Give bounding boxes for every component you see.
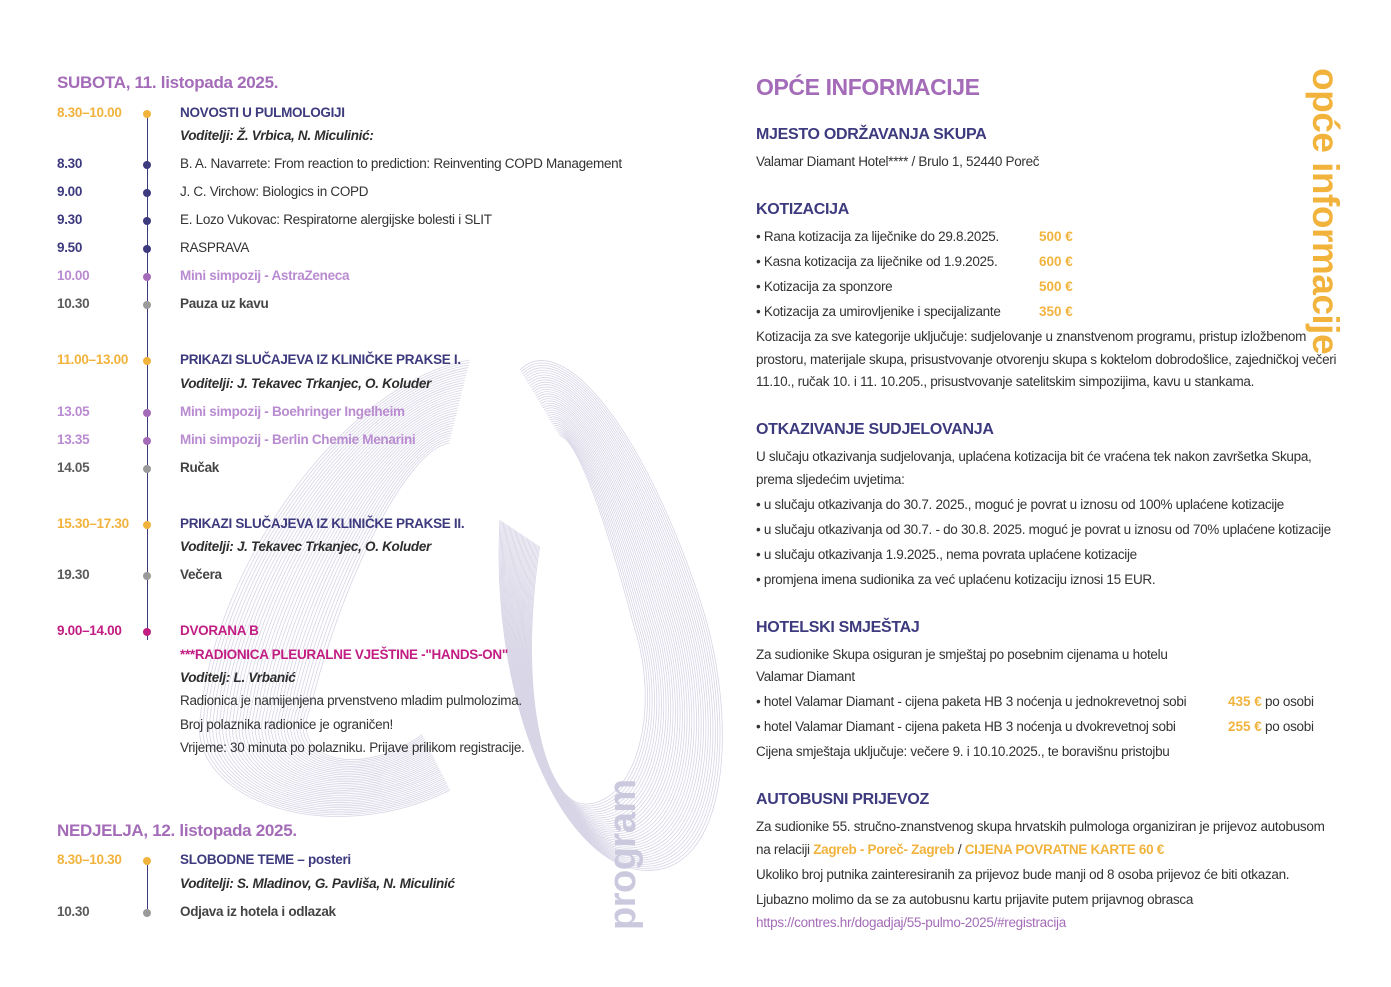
time-slot: 9.30 bbox=[57, 212, 83, 227]
fee-price: 500 € bbox=[1039, 279, 1073, 294]
cancel-bullet: • u slučaju otkazivanja 1.9.2025., nema povrata uplaćene kotizacije bbox=[756, 547, 1137, 562]
day1-heading: SUBOTA, 11. listopada 2025. bbox=[57, 73, 279, 92]
timeline-dot bbox=[143, 161, 151, 169]
lunch: Ručak bbox=[180, 460, 220, 475]
timeline-dot bbox=[143, 521, 151, 529]
cancel-intro: U slučaju otkazivanja sudjelovanja, uplaćena kotizacija bit će vraćena tek nakon završetka Skupa, bbox=[756, 449, 1312, 464]
break: Pauza uz kavu bbox=[180, 296, 269, 311]
time-slot: 10.30 bbox=[57, 904, 90, 919]
session-title: PRIKAZI SLUČAJEVA IZ KLINIČKE PRAKSE I. bbox=[180, 352, 461, 367]
fee-label: • Kasna kotizacija za liječnike od 1.9.2025. bbox=[756, 254, 998, 269]
timeline-dot bbox=[143, 857, 151, 865]
fee-heading: KOTIZACIJA bbox=[756, 201, 850, 218]
dinner: Večera bbox=[180, 567, 222, 582]
time-slot: 9.00–14.00 bbox=[57, 623, 122, 638]
time-slot: 9.00 bbox=[57, 184, 83, 199]
timeline-dot bbox=[143, 572, 151, 580]
workshop-note: Broj polaznika radionice je ograničen! bbox=[180, 717, 393, 732]
info-title: OPĆE INFORMACIJE bbox=[756, 74, 980, 100]
lecture: J. C. Virchow: Biologics in COPD bbox=[180, 184, 369, 199]
hotel-room: • hotel Valamar Diamant - cijena paketa HB 3 noćenja u jednokrevetnoj sobi bbox=[756, 694, 1187, 709]
hotel-heading: HOTELSKI SMJEŠTAJ bbox=[756, 619, 920, 636]
program-side-label: program bbox=[602, 779, 644, 930]
workshop-note: Radionica je namijenjena prvenstveno mladim pulmolozima. bbox=[180, 693, 522, 708]
discussion: RASPRAVA bbox=[180, 240, 250, 255]
time-slot: 15.30–17.30 bbox=[57, 516, 129, 531]
bus-separator: / bbox=[954, 842, 965, 857]
hotel-intro: Valamar Diamant bbox=[756, 669, 855, 684]
hotel-note: Cijena smještaja uključuje: večere 9. i 10.10.2025., te boravišnu pristojbu bbox=[756, 744, 1170, 759]
session-title: SLOBODNE TEME – posteri bbox=[180, 852, 351, 867]
timeline-dot bbox=[143, 189, 151, 197]
fee-price: 500 € bbox=[1039, 229, 1073, 244]
bus-heading: AUTOBUSNI PRIJEVOZ bbox=[756, 791, 929, 808]
timeline-dot bbox=[143, 357, 151, 365]
cancel-intro: prema sljedećim uvjetima: bbox=[756, 472, 905, 487]
hotel-unit: po osobi bbox=[1265, 719, 1314, 734]
mini-symposium: Mini simpozij - Boehringer Ingelheim bbox=[180, 404, 405, 419]
session-chairs: Voditelji: S. Mladinov, G. Pavliša, N. Miculinić bbox=[180, 876, 455, 891]
time-slot: 19.30 bbox=[57, 567, 90, 582]
timeline-line bbox=[147, 860, 149, 912]
hotel-intro: Za sudionike Skupa osiguran je smještaj po posebnim cijenama u hotelu bbox=[756, 647, 1168, 662]
time-slot: 13.05 bbox=[57, 404, 90, 419]
bus-route-line bbox=[756, 842, 1164, 857]
time-slot: 10.00 bbox=[57, 268, 90, 283]
info-side-label: opće informacije bbox=[1305, 68, 1346, 355]
fee-label: • Rana kotizacija za liječnike do 29.8.2025. bbox=[756, 229, 999, 244]
fee-price: 600 € bbox=[1039, 254, 1073, 269]
time-slot: 9.50 bbox=[57, 240, 83, 255]
fee-price: 350 € bbox=[1039, 304, 1073, 319]
registration-link[interactable]: https://contres.hr/dogadjaj/55-pulmo-2025/#registracija bbox=[756, 915, 1066, 930]
bus-text: Za sudionike 55. stručno-znanstvenog skupa hrvatskih pulmologa organiziran je prijevoz autobusom bbox=[756, 819, 1325, 834]
timeline-dot bbox=[143, 909, 151, 917]
mini-symposium: Mini simpozij - Berlin Chemie Menarini bbox=[180, 432, 416, 447]
time-slot: 14.05 bbox=[57, 460, 90, 475]
cancel-bullet: • u slučaju otkazivanja od 30.7. - do 30.8. 2025. moguć je povrat u iznosu od 70% uplaćene kotizacije bbox=[756, 522, 1331, 537]
workshop-title: ***RADIONICA PLEURALNE VJEŠTINE -"HANDS-ON" bbox=[180, 647, 508, 662]
time-slot: 11.00–13.00 bbox=[57, 352, 129, 367]
hotel-price: 435 € bbox=[1228, 694, 1262, 709]
timeline-dot bbox=[143, 217, 151, 225]
fee-note: Kotizacija za sve kategorije uključuje: sudjelovanje u znanstvenom programu, pristup izložbenom bbox=[756, 329, 1307, 344]
timeline-dot bbox=[143, 628, 151, 636]
workshop-chair: Voditelj: L. Vrbanić bbox=[180, 670, 296, 685]
session-title: NOVOSTI U PULMOLOGIJI bbox=[180, 105, 345, 120]
bus-text: Ukoliko broj putnika zainteresiranih za prijevoz bude manji od 8 osoba prijevoz će biti otkazan. bbox=[756, 867, 1290, 882]
timeline-dot bbox=[143, 409, 151, 417]
venue-text: Valamar Diamant Hotel**** / Brulo 1, 52440 Poreč bbox=[756, 154, 1040, 169]
lecture: B. A. Navarrete: From reaction to prediction: Reinventing COPD Management bbox=[180, 156, 622, 171]
time-slot: 10.30 bbox=[57, 296, 90, 311]
fee-note: 11.10., ručak 10. i 11. 10.205., prisustvovanje satelitskim simpozijima, kavu u stankama. bbox=[756, 374, 1255, 389]
timeline-dot bbox=[143, 110, 151, 118]
workshop-note: Vrijeme: 30 minuta po polazniku. Prijave prilikom registracije. bbox=[180, 740, 525, 755]
hotel-unit: po osobi bbox=[1265, 694, 1314, 709]
hotel-room: • hotel Valamar Diamant - cijena paketa HB 3 noćenja u dvokrevetnoj sobi bbox=[756, 719, 1176, 734]
venue-heading: MJESTO ODRŽAVANJA SKUPA bbox=[756, 126, 987, 143]
session-title: PRIKAZI SLUČAJEVA IZ KLINIČKE PRAKSE II. bbox=[180, 516, 465, 531]
day2-heading: NEDJELJA, 12. listopada 2025. bbox=[57, 821, 297, 840]
mini-symposium: Mini simpozij - AstraZeneca bbox=[180, 268, 350, 283]
timeline-dot bbox=[143, 437, 151, 445]
cancel-heading: OTKAZIVANJE SUDJELOVANJA bbox=[756, 421, 994, 438]
lecture: E. Lozo Vukovac: Respiratorne alergijske bolesti i SLIT bbox=[180, 212, 492, 227]
bus-ticket-price: CIJENA POVRATNE KARTE 60 € bbox=[964, 842, 1164, 857]
time-slot: 8.30–10.00 bbox=[57, 105, 122, 120]
fee-note: prostoru, materijale skupa, prisustvovanje otvorenju skupa s koktelom dobrodošlice, zajedničkoj večeri bbox=[756, 352, 1337, 367]
bus-route: Zagreb - Poreč- Zagreb bbox=[813, 842, 955, 857]
hall-b-title: DVORANA B bbox=[180, 623, 259, 638]
cancel-bullet: • u slučaju otkazivanja do 30.7. 2025., moguć je povrat u iznosu od 100% uplaćene kotizacije bbox=[756, 497, 1284, 512]
hotel-price: 255 € bbox=[1228, 719, 1262, 734]
timeline-dot bbox=[143, 273, 151, 281]
session-chairs: Voditelji: J. Tekavec Trkanjec, O. Koluder bbox=[180, 376, 431, 391]
cancel-bullet: • promjena imena sudionika za već uplaćenu kotizaciju iznosi 15 EUR. bbox=[756, 572, 1156, 587]
bus-text: Ljubazno molimo da se za autobusnu kartu prijavite putem prijavnog obrasca bbox=[756, 892, 1194, 907]
bus-text: na relaciji bbox=[756, 842, 814, 857]
session-chairs: Voditelji: Ž. Vrbica, N. Miculinić: bbox=[180, 128, 374, 143]
fee-label: • Kotizacija za sponzore bbox=[756, 279, 893, 294]
session-chairs: Voditelji: J. Tekavec Trkanjec, O. Koluder bbox=[180, 539, 431, 554]
time-slot: 8.30 bbox=[57, 156, 83, 171]
timeline-dot bbox=[143, 301, 151, 309]
timeline-dot bbox=[143, 465, 151, 473]
fee-label: • Kotizacija za umirovljenike i specijalizante bbox=[756, 304, 1001, 319]
checkout: Odjava iz hotela i odlazak bbox=[180, 904, 336, 919]
timeline-dot bbox=[143, 245, 151, 253]
time-slot: 13.35 bbox=[57, 432, 90, 447]
time-slot: 8.30–10.30 bbox=[57, 852, 122, 867]
